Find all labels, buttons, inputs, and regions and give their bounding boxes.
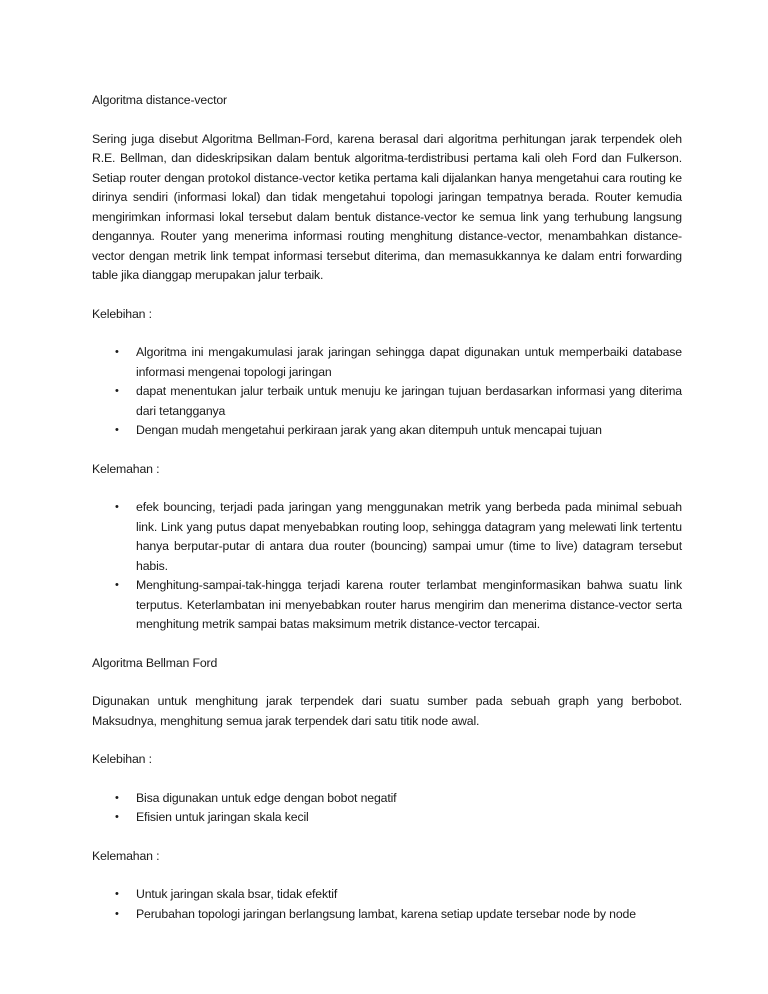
list-item: • Algoritma ini mengakumulasi jarak jaringan sehingga dapat digunakan untuk memperbaiki database informasi mengenai topologi jaringan xyxy=(115,345,682,379)
list-item: • Menghitung-sampai-tak-hingga terjadi karena router terlambat menginformasikan bahwa suatu link terputus. Keterlambatan ini menyebabkan router harus mengirim dan menerima distance-vector serta menghitung metrik sampai batas maksimum metrik distance-vector tercapai. xyxy=(115,578,682,631)
document-page xyxy=(92,91,682,943)
section-intro-bellman-ford: Digunakan untuk menghitung jarak terpendek dari suatu sumber pada sebuah graph yang berbobot. Maksudnya, menghitung semua jarak terpendek dari satu titik node awal. xyxy=(92,694,682,728)
advantages-label: Kelebihan : xyxy=(92,752,152,766)
disadvantages-label: Kelemahan : xyxy=(92,461,160,476)
list-item: • Bisa digunakan untuk edge dengan bobot negatif xyxy=(92,789,682,809)
bullet-icon: • xyxy=(115,346,119,358)
bullet-icon: • xyxy=(115,791,119,804)
bullet-icon: • xyxy=(115,888,119,900)
list-item: • dapat menentukan jalur terbaik untuk menuju ke jaringan tujuan berdasarkan informasi yang diterima dari tetangganya xyxy=(115,384,682,418)
list-item: • Dengan mudah mengetahui perkiraan jarak yang akan ditempuh untuk mencapai tujuan xyxy=(92,421,682,441)
advantages-label: Kelebihan : xyxy=(92,306,152,321)
bullet-icon: • xyxy=(115,811,119,823)
bullet-icon: • xyxy=(115,501,119,513)
bullet-icon: • xyxy=(115,907,119,920)
bullet-icon: • xyxy=(115,579,119,591)
section-intro-distance-vector: Sering juga disebut Algoritma Bellman-Ford, karena berasal dari algoritma perhitungan jarak terpendek oleh R.E. Bellman, dan dideskripsikan dalam bentuk algoritma-terdistribusi pertama kali oleh Ford dan Fulkerson. Setiap router dengan protokol distance-vector ketika pertama kali dijalankan hanya mengetahui cara routing ke dirinya sendiri (informasi lokal) dan tidak mengetahui topologi jaringan tempatnya berada. Router kemudia mengirimkan informasi lokal tersebut dalam bentuk distance-vector ke semua link yang terhubung langsung dengannya. Router yang menerima informasi routing menghitung distance-vector, menambahkan distance-vector dengan metrik link tempat informasi tersebut diterima, dan memasukkannya ke dalam entri forwarding table jika dianggap merupakan jalur terbaik. xyxy=(92,131,682,282)
list-item: • Untuk jaringan skala bsar, tidak efektif xyxy=(92,885,682,905)
list-item: • Perubahan topologi jaringan berlangsung lambat, karena setiap update tersebar node by node xyxy=(92,905,682,925)
section-title-bellman-ford: Algoritma Bellman Ford xyxy=(92,655,218,670)
section-title-distance-vector: Algoritma distance-vector xyxy=(92,93,227,107)
advantages-list xyxy=(92,343,682,441)
list-item: • efek bouncing, terjadi pada jaringan yang menggunakan metrik yang berbeda pada minimal sebuah link. Link yang putus dapat menyebabkan routing loop, sehingga datagram yang melewati link tertentu hanya berputar-putar di antara dua router (bouncing) sampai umur (time to live) datagram tersebut habis. xyxy=(115,500,682,573)
disadvantages-list xyxy=(92,498,682,635)
bullet-icon: • xyxy=(115,424,119,436)
disadvantages-list xyxy=(92,885,682,924)
list-item: • Efisien untuk jaringan skala kecil xyxy=(92,808,682,828)
advantages-list xyxy=(92,789,682,828)
disadvantages-label: Kelemahan : xyxy=(92,848,160,863)
bullet-icon: • xyxy=(115,385,119,397)
